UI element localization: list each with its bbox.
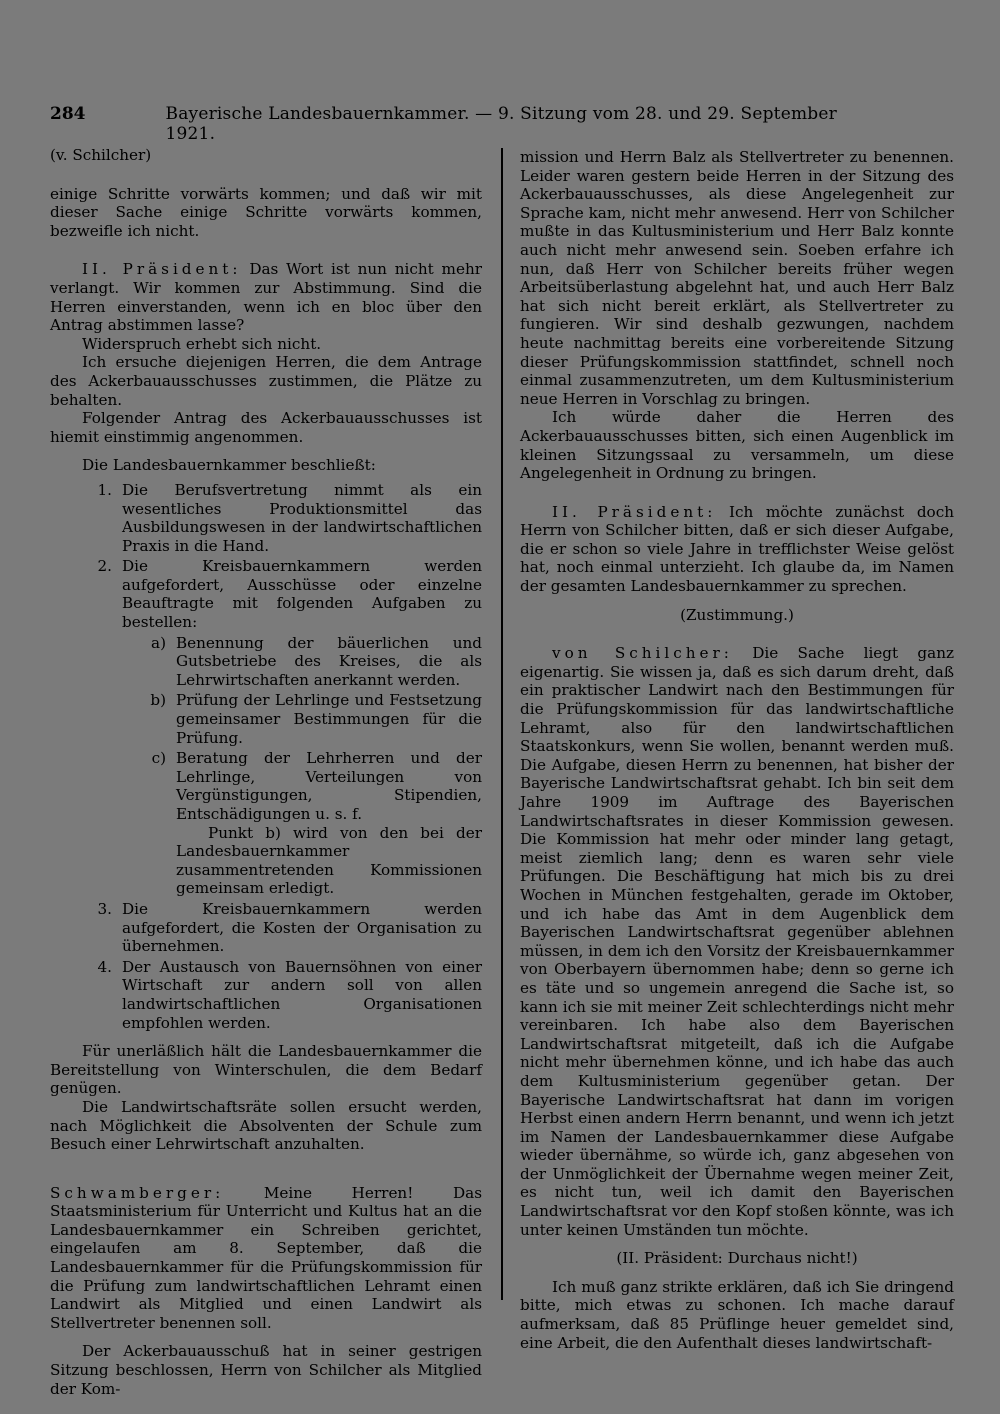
paragraph-folgender: Folgender Antrag des Ackerbauausschusses ist hiemit einstimmig angenommen. (50, 409, 482, 446)
sub-list-text: Benennung der bäuerlichen und Gutsbetriebe des Kreises, die als Lehrwirtschaften anerkannt werden. (176, 633, 482, 689)
sub-list-item (50, 749, 482, 823)
speaker-name: II. Präsident: (552, 502, 717, 521)
paragraph-strikte: Ich muß ganz strikte erklären, daß ich Sie dringend bitte, mich etwas zu schonen. Ich mache darauf aufmerksam, daß 85 Prüflinge heuer gemeldet sind, eine Arbeit, die den Aufenthalt dieses landwirtschaft- (520, 1277, 954, 1352)
paragraph-president (520, 503, 954, 596)
speaker-name: Schwamberger: (50, 1183, 225, 1202)
paragraph-schwamberger (50, 1184, 482, 1333)
column-divider (501, 148, 503, 1300)
speech-text: Die Sache liegt ganz eigenartig. Sie wissen ja, daß es sich darum dreht, daß ein praktischer Landwirt nach den Bestimmungen für die Prüfungskommission für das landwirtschaftliche Lehramt, also für den landwirtschaftlichen Staatskonkurs, wenn Sie wollen, benannt werden muß. Die Aufgabe, diesen Herrn zu benennen, hat bisher der Bayerische Landwirtschaftsrat gehabt. Ich bin seit dem Jahre 1909 im Auftrage des Bayerischen Landwirtschaftsrates in dieser Kommission gewesen. Die Kommission hat mehr oder minder lang getagt, meist ziemlich lang; denn es waren sehr viele Prüfungen. Die Beschäftigung hat mich bis zu drei Wochen in München festgehalten, gerade im Oktober, und ich habe das Amt in dem Augenblick dem Bayerischen Landwirtschaftsrat gegenüber ablehnen müssen, in dem ich den Vorsitz der Kreisbauernkammer von Oberbayern übernommen habe; denn so gerne ich es täte und so ungemein anregend die Sache ist, so kann ich sie mit meiner Zeit schlechterdings nicht mehr vereinbaren. Ich habe also dem Bayerischen Landwirtschaftsrat mitgeteilt, daß ich die Aufgabe nicht mehr übernehmen könne, und ich habe das auch dem Kultusministerium gegenüber getan. Der Bayerische Landwirtschaftsrat hat dann im vorigen Herbst einen andern Herrn benannt, und wenn ich jetzt im Namen der Landesbauernkammer diese Aufgabe wieder übernähme, so würde ich, ganz abgesehen von der Unmöglichkeit der Übernahme wegen meiner Zeit, es nicht tun, weil ich damit den Bayerischen Landwirtschaftsrat vor den Kopf stoßen könnte, was ich unter keinen Umständen tun möchte. (520, 644, 954, 1239)
list-text: Der Austausch von Bauernsöhnen von einer Wirtschaft zur andern soll von allen landwirtschaftlichen Organisationen empfohlen werden. (122, 957, 482, 1032)
list-text: Die Kreisbauernkammern werden aufgefordert, Ausschüsse oder einzelne Beauftragte mit folgenden Aufgaben zu bestellen: (122, 557, 482, 632)
speech-text: Ich möchte zunächst doch Herrn von Schilcher bitten, daß er sich dieser Aufgabe, die er schon so viele Jahre in trefflichster Weise gelöst hat, noch einmal unterzieht. Ich glaube da, im Namen der gesamten Landesbauernkammer zu sprechen. (520, 502, 954, 596)
list-text: Die Berufsvertretung nimmt als ein wesentliches Produktionsmittel das Ausbildungswesen in der landwirtschaftlichen Praxis in die Hand. (122, 480, 482, 555)
right-column (520, 148, 954, 1352)
sub-list-text: Prüfung der Lehrlinge und Festsetzung gemeinsamer Bestimmungen für die Prüfung. (176, 691, 482, 747)
list-number: 1. (97, 480, 112, 499)
left-column (50, 146, 482, 1398)
list-item (50, 557, 482, 631)
paragraph-unerlaesslich: Für unerläßlich hält die Landesbauernkammer die Bereitstellung von Winterschulen, die dem Bedarf genügen. (50, 1042, 482, 1098)
sub-list-letter: a) (151, 633, 166, 652)
list-item (50, 958, 482, 1032)
list-text: Die Kreisbauernkammern werden aufgefordert, die Kosten der Organisation zu übernehmen. (122, 899, 482, 956)
paragraph-zustimmung: (Zustimmung.) (680, 605, 794, 624)
page-header (50, 104, 840, 144)
paragraph-president (50, 260, 482, 334)
sub-list-item (50, 634, 482, 690)
paragraph-durchaus: (II. Präsident: Durchaus nicht!) (616, 1249, 858, 1268)
paragraph-wuerde: Ich würde daher die Herren des Ackerbauausschusses bitten, sich einen Augenblick im kleinen Sitzungssaal zu versammeln, um diese Angelegenheit in Ordnung zu bringen. (520, 408, 954, 483)
speaker-name: II. Präsident: (82, 260, 242, 279)
speaker-name: von Schilcher: (552, 644, 733, 663)
speech-text: Das Wort ist nun nicht mehr verlangt. Wir kommen zur Abstimmung. Sind die Herren einverstanden, wenn ich en bloc über den Antrag abstimmen lasse? (50, 260, 482, 335)
paragraph-intro: einige Schritte vorwärts kommen; und daß wir mit dieser Sache einige Schritte vorwärts kommen, bezweifle ich nicht. (50, 184, 482, 240)
punkt-note: Punkt b) wird von den bei der Landesbauernkammer zusammentretenden Kommissionen gemeinsam erledigt. (176, 823, 482, 898)
speaker-ref: (v. Schilcher) (50, 146, 152, 164)
sub-list-letter: b) (150, 691, 166, 710)
list-item (50, 481, 482, 555)
sub-list-text: Beratung der Lehrherren und der Lehrlinge, Verteilungen von Vergünstigungen, Stipendien, Entschädigungen u. s. f. (176, 749, 482, 823)
list-number: 4. (97, 957, 112, 976)
speech-text: Meine Herren! Das Staatsministerium für Unterricht und Kultus hat an die Landesbauernkammer ein Schreiben gerichtet, eingelaufen am 8. September, daß die Landesbauernkammer für die Prüfungskommission für die Prüfung zum landwirtschaftlichen Lehramt einen Landwirt als Mitglied und einen Landwirt als Stellvertreter benennen soll. (50, 1183, 482, 1332)
paragraph-beschliesst: Die Landesbauernkammer beschließt: (82, 456, 376, 475)
paragraph-widerspruch: Widerspruch erhebt sich nicht. (82, 334, 322, 353)
page-number: 284 (50, 104, 86, 124)
paragraph-continuation: mission und Herrn Balz als Stellvertreter zu benennen. Leider waren gestern beide Herren in der Sitzung des Ackerbauausschusses, als diese Angelegenheit zur Sprache kam, nicht mehr anwesend. Herr von Schilcher mußte in das Kultusministerium und Herr Balz konnte auch nicht mehr anwesend sein. Soeben erfahre ich nun, daß Herr von Schilcher bereits früher wegen Arbeitsüberlastung abgelehnt hat, und auch Herr Balz hat sich nicht bereit erklärt, als Stellvertreter zu fungieren. Wir sind deshalb gezwungen, nachdem heute nachmittag bereits eine vorbereitende Sitzung dieser Prüfungskommission stattfindet, schnell noch einmal zusammenzutreten, um dem Kultusministerium neue Herren in Vorschlag zu bringen. (520, 148, 954, 408)
paragraph-ackerbauausschuss: Der Ackerbauausschuß hat in seiner gestrigen Sitzung beschlossen, Herrn von Schilcher als Mitglied der Kom- (50, 1342, 482, 1398)
paragraph-landwirtschaftsraete: Die Landwirtschaftsräte sollen ersucht werden, nach Möglichkeit die Absolventen der Schule zum Besuch einer Lehrwirtschaft anzuhalten. (50, 1097, 482, 1154)
paragraph-schilcher (520, 644, 954, 1239)
sub-list-letter: c) (151, 749, 166, 768)
running-title: Bayerische Landesbauernkammer. — 9. Sitzung vom 28. und 29. September 1921. (165, 104, 837, 144)
list-item (50, 900, 482, 956)
sub-list-item (50, 691, 482, 747)
paragraph-ersuche: Ich ersuche diejenigen Herren, die dem Antrage des Ackerbauausschusses zustimmen, die Plätze zu behalten. (50, 353, 482, 409)
list-number: 2. (97, 557, 112, 576)
resolution-list (50, 481, 482, 1032)
list-number: 3. (97, 899, 112, 918)
